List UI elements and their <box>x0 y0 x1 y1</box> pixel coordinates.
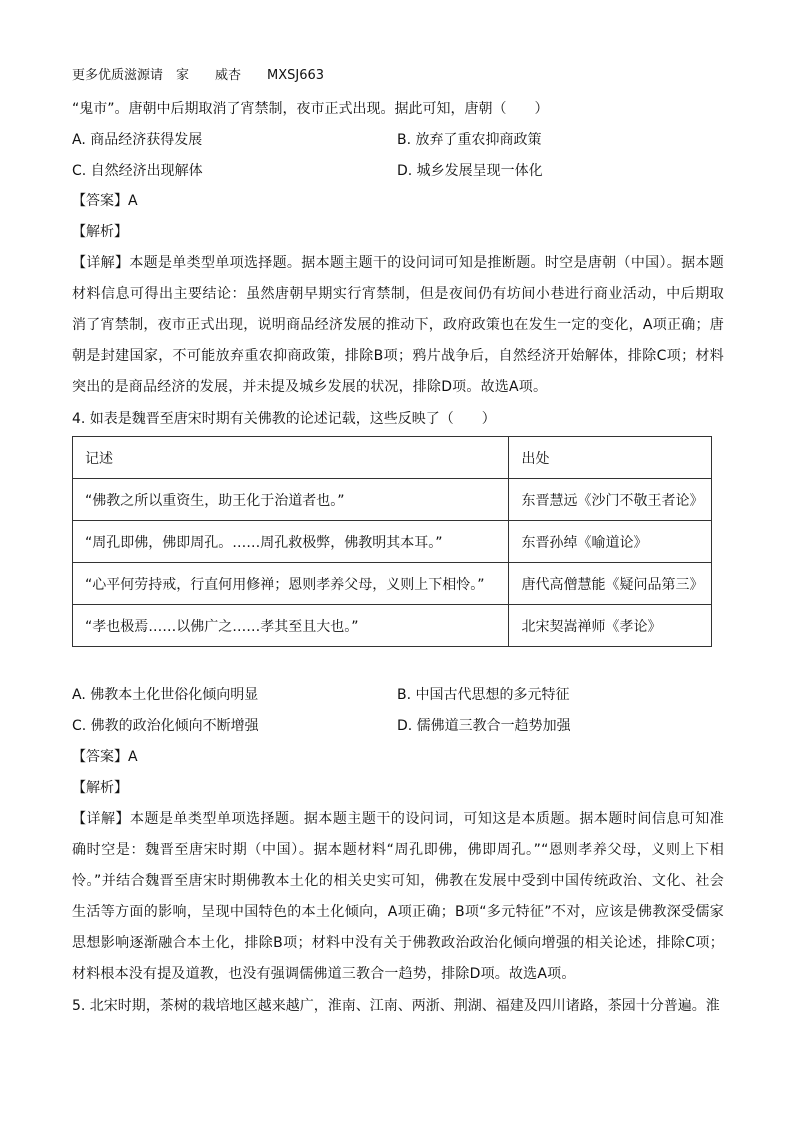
table-cell: “心平何劳持戒，行直何用修禅；恩则孝养父母，义则上下相怜。” <box>73 563 509 605</box>
q3-option-a: A. 商品经济获得发展 <box>72 132 203 148</box>
q3-stem: “鬼市”。唐朝中后期取消了宵禁制，夜市正式出现。据此可知，唐朝（ ） <box>72 101 549 117</box>
q4-analysis: 【详解】本题是单类型单项选择题。据本题主题干的设问词，可知这是本质题。据本题时间信息可知准确时空是：魏晋至唐宋时期（中国）。据本题材料“周孔即佛，佛即周孔。”“恩则孝养父母，义则上下相怜。”并结合魏晋至唐宋时期佛教本土化的相关史实可知，佛教在发展中受到中国传统政治、文化、社会生活等方面的影响，呈现中国特色的本土化倾向，A项正确；B项“多元特征”不对，应该是佛教深受儒家思想影响逐渐融合本土化，排除B项；材料中没有关于佛教政治政治化倾向增强的相关论述，排除C项；材料根本没有提及道教，也没有强调儒佛道三教合一趋势，排除D项。故选A项。 <box>72 811 724 982</box>
table-cell: 东晋孙绰《喻道论》 <box>509 521 712 563</box>
q4-analysis-label: 【解析】 <box>72 780 128 796</box>
table-cell: 北宋契嵩禅师《孝论》 <box>509 605 712 647</box>
q4-option-a: A. 佛教本土化世俗化倾向明显 <box>72 687 259 703</box>
table-row <box>73 563 712 605</box>
table-row <box>73 521 712 563</box>
q3-option-b: B. 放弃了重农抑商政策 <box>397 132 542 148</box>
q3-option-d: D. 城乡发展呈现一体化 <box>397 163 543 179</box>
table-row <box>73 605 712 647</box>
table-cell: “周孔即佛，佛即周孔。……周孔救极弊，佛教明其本耳。” <box>73 521 509 563</box>
q4-stem: 4. 如表是魏晋至唐宋时期有关佛教的论述记载，这些反映了（ ） <box>72 411 496 427</box>
table-cell: “佛教之所以重资生，助王化于治道者也。” <box>73 479 509 521</box>
table-header-cell: 出处 <box>509 437 712 479</box>
table-header-cell: 记述 <box>73 437 509 479</box>
q4-option-b: B. 中国古代思想的多元特征 <box>397 687 570 703</box>
q4-reference-table <box>72 436 712 647</box>
table-cell: 东晋慧远《沙门不敬王者论》 <box>509 479 712 521</box>
q3-option-c: C. 自然经济出现解体 <box>72 163 203 179</box>
q4-answer: 【答案】A <box>72 749 138 765</box>
q3-analysis-label: 【解析】 <box>72 224 128 240</box>
table-header-row <box>73 437 712 479</box>
q4-option-c: C. 佛教的政治化倾向不断增强 <box>72 718 259 734</box>
q4-option-d: D. 儒佛道三教合一趋势加强 <box>397 718 571 734</box>
q3-analysis: 【详解】本题是单类型单项选择题。据本题主题干的设问词可知是推断题。时空是唐朝（中国）。据本题材料信息可得出主要结论：虽然唐朝早期实行宵禁制，但是夜间仍有坊间小巷进行商业活动，中后期取消了宵禁制，夜市正式出现，说明商品经济发展的推动下，政府政策也在发生一定的变化，A项正确；唐朝是封建国家，不可能放弃重农抑商政策，排除B项；鸦片战争后，自然经济开始解体，排除C项；材料突出的是商品经济的发展，并未提及城乡发展的状况，排除D项。故选A项。 <box>72 255 724 395</box>
watermark-header: 更多优质滋源请 家 威杏 MXSJ663 <box>72 68 325 83</box>
q5-stem: 5. 北宋时期，茶树的栽培地区越来越广，淮南、江南、两浙、荆湖、福建及四川诸路，茶园十分普遍。淮 <box>72 998 720 1014</box>
table-row <box>73 479 712 521</box>
q3-answer: 【答案】A <box>72 193 138 209</box>
table-cell: “孝也极焉……以佛广之……孝其至且大也。” <box>73 605 509 647</box>
table-cell: 唐代高僧慧能《疑问品第三》 <box>509 563 712 605</box>
